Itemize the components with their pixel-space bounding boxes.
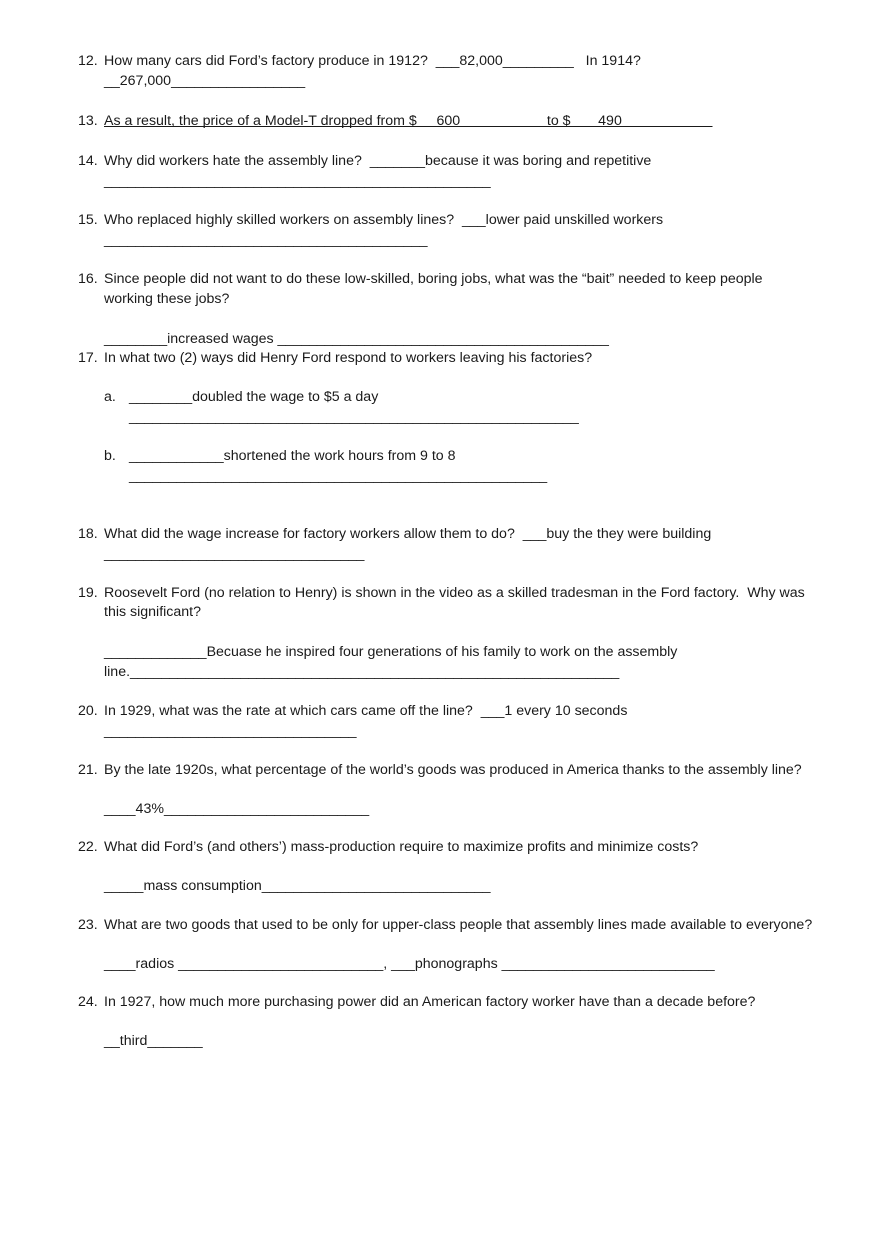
question-16-answer: ________increased wages __________________________________________: [104, 331, 609, 347]
question-18-blank: _________________________________: [104, 546, 365, 562]
question-24-text: In 1927, how much more purchasing power did an American factory worker have than a decade before?: [104, 994, 756, 1010]
question-18-text: What did the wage increase for factory workers allow them to do? ___buy the they were building: [104, 526, 712, 542]
question-23-number: 23.: [78, 917, 98, 933]
question-12-text: How many cars did Ford’s factory produce in 1912? ___82,000_________ In 1914?: [104, 53, 641, 69]
question-19-text: Roosevelt Ford (no relation to Henry) is shown in the video as a skilled tradesman in the Ford factory. Why was: [104, 585, 805, 601]
question-14-text: Why did workers hate the assembly line? _______because it was boring and repetitive: [104, 153, 652, 169]
question-17b-blank: _____________________________________________________: [129, 468, 548, 484]
question-12-number: 12.: [78, 53, 98, 69]
question-21-answer: ____43%__________________________: [104, 801, 370, 817]
question-17a-label: a.: [104, 389, 116, 405]
question-17b-answer: ____________shortened the work hours from 9 to 8: [129, 448, 456, 464]
question-23-answer: ____radios __________________________, ___phonographs ___________________________: [104, 956, 715, 972]
question-13-text: As a result, the price of a Model-T dropped from $ 600 to $ 490: [104, 113, 713, 129]
question-24-number: 24.: [78, 994, 98, 1010]
question-20-blank: ________________________________: [104, 723, 357, 739]
question-17-number: 17.: [78, 350, 98, 366]
question-16-text: Since people did not want to do these low-skilled, boring jobs, what was the “bait” needed to keep people: [104, 271, 763, 287]
question-12-answer: __267,000_________________: [104, 73, 306, 89]
question-18-number: 18.: [78, 526, 98, 542]
question-13-number: 13.: [78, 113, 98, 129]
question-16-number: 16.: [78, 271, 98, 287]
question-19-text-cont: this significant?: [104, 604, 201, 620]
question-23-text: What are two goods that used to be only for upper-class people that assembly lines made available to everyone?: [104, 917, 813, 933]
question-14-number: 14.: [78, 153, 98, 169]
question-21-text: By the late 1920s, what percentage of the world’s goods was produced in America thanks to the assembly line?: [104, 762, 802, 778]
question-15-text: Who replaced highly skilled workers on assembly lines? ___lower paid unskilled workers: [104, 212, 664, 228]
question-20-number: 20.: [78, 703, 98, 719]
question-15-blank: _________________________________________: [104, 232, 428, 248]
question-17a-answer: ________doubled the wage to $5 a day: [129, 389, 379, 405]
question-20-text: In 1929, what was the rate at which cars came off the line? ___1 every 10 seconds: [104, 703, 628, 719]
question-15-number: 15.: [78, 212, 98, 228]
question-22-number: 22.: [78, 839, 98, 855]
question-22-answer: _____mass consumption_____________________________: [104, 878, 491, 894]
question-24-answer: __third_______: [104, 1033, 203, 1049]
question-16-text-cont: working these jobs?: [104, 291, 230, 307]
question-19-answer: _____________Becuase he inspired four generations of his family to work on the assembly: [104, 644, 678, 660]
question-21-number: 21.: [78, 762, 98, 778]
question-17a-blank: _________________________________________________________: [129, 409, 579, 425]
question-14-blank: _________________________________________________: [104, 173, 491, 189]
question-19-number: 19.: [78, 585, 98, 601]
question-17b-label: b.: [104, 448, 116, 464]
question-22-text: What did Ford’s (and others’) mass-production require to maximize profits and minimize costs?: [104, 839, 699, 855]
question-17-text: In what two (2) ways did Henry Ford respond to workers leaving his factories?: [104, 350, 593, 366]
question-19-answer-cont: line.______________________________________________________________: [104, 664, 620, 680]
